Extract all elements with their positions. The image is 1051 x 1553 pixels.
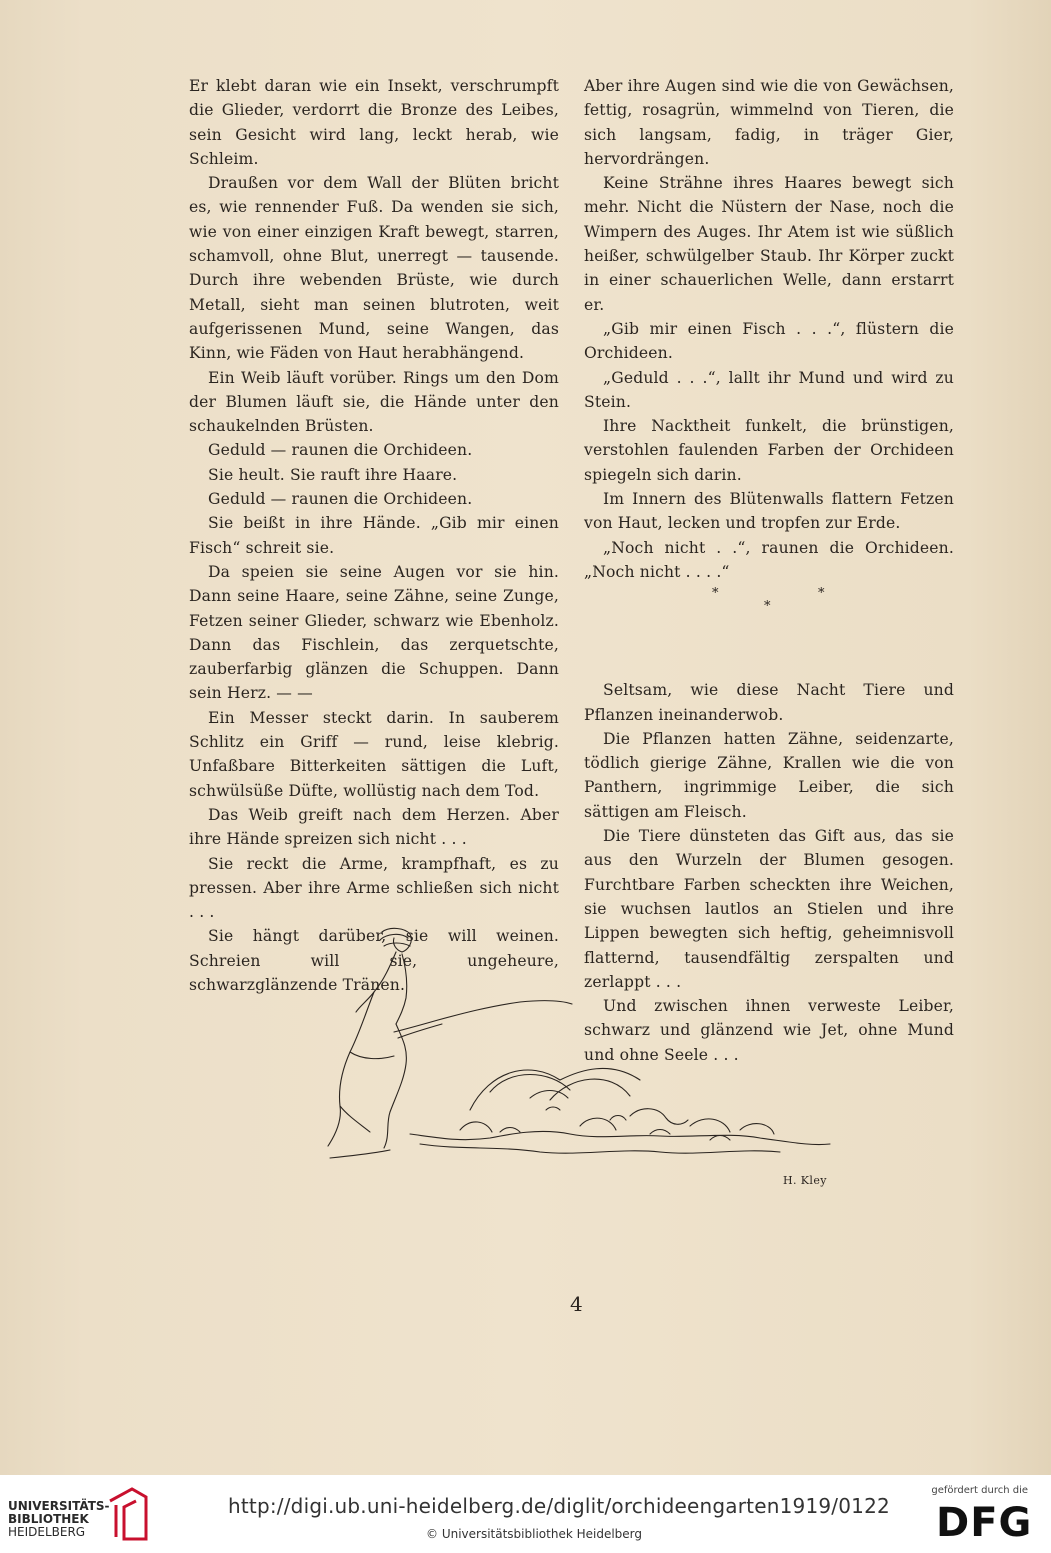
- separator-star: *: [818, 586, 825, 602]
- paragraph: Sie heult. Sie rauft ihre Haare.: [208, 465, 458, 484]
- paragraph: Sie hängt darüber, sie will weinen. Schreien will sie, ungeheure, schwarzglänzende Tränen.: [189, 927, 559, 994]
- paragraph: Er klebt daran wie ein Insekt, verschrumpft die Glieder, verdorrt die Bronze des Leibes, sein Gesicht wird lang, leckt herab, wie Schleim.: [189, 77, 559, 168]
- text-column-right: [584, 74, 954, 1067]
- separator-star: *: [712, 586, 719, 602]
- paragraph: Ihre Nacktheit funkelt, die brünstigen, verstohlen faulenden Farben der Orchideen spiegeln sich darin.: [584, 417, 954, 484]
- funder-logo-text: DFG: [936, 1500, 1033, 1546]
- dfg-logo[interactable]: [930, 1485, 1042, 1545]
- paragraph: Ein Weib läuft vorüber. Rings um den Dom der Blumen läuft sie, die Hände unter den schaukelnden Brüsten.: [189, 368, 559, 436]
- paragraph: Aber ihre Augen sind wie die von Gewächsen, fettig, rosagrün, wimmelnd von Tieren, die sich langsam, fadig, in träger Gier, hervordrängen.: [584, 77, 954, 168]
- paragraph: Geduld — raunen die Orchideen.: [208, 490, 473, 509]
- library-logo[interactable]: [8, 1487, 158, 1541]
- illustration-signature: H. Kley: [783, 1174, 827, 1187]
- paragraph: „Geduld . . .“, lallt ihr Mund und wird zu Stein.: [584, 368, 954, 411]
- permalink-url[interactable]: http://digi.ub.uni-heidelberg.de/diglit/orchideengarten1919/0122: [228, 1494, 890, 1518]
- separator-star: *: [764, 599, 771, 615]
- paragraph: Geduld — raunen die Orchideen.: [208, 441, 473, 460]
- paragraph: Ein Messer steckt darin. In sauberem Schlitz ein Griff — rund, leise klebrig. Unfaßbare Bitterkeiten sättigen die Luft, schwülsüße Düfte, wollüstig nach dem Tod.: [189, 708, 559, 800]
- library-logo-line: HEIDELBERG: [8, 1525, 86, 1539]
- page-number: 4: [570, 1292, 583, 1316]
- paragraph: Keine Strähne ihres Haares bewegt sich mehr. Nicht die Nüstern der Nase, noch die Wimpern des Auges. Ihr Atem ist wie süßlich heißer, schwülgelber Staub. Ihr Körper zuckt in einer schauerlichen Welle, dann erstarrt er.: [584, 174, 954, 314]
- paragraph: Seltsam, wie diese Nacht Tiere und Pflanzen ineinanderwob.: [584, 681, 954, 724]
- paragraph: Sie beißt in ihre Hände. „Gib mir einen Fisch“ schreit sie.: [189, 514, 559, 557]
- funder-caption: gefördert durch die: [931, 1485, 1028, 1496]
- paragraph: „Noch nicht . .“, raunen die Orchideen. „Noch nicht . . . .“: [584, 538, 954, 581]
- paragraph: Und zwischen ihnen verweste Leiber, schwarz und glänzend wie Jet, ohne Mund und ohne Seele . . .: [584, 997, 954, 1064]
- library-logo-text: [8, 1500, 110, 1539]
- paragraph: Die Tiere dünsteten das Gift aus, das sie aus den Wurzeln der Blumen gesogen. Furchtbare Farben scheckten ihre Weichen, sie wuchsen lautlos an Stielen und ihre Lippen bewegten sich heftig, geheimnisvoll flatternd, tausendfältig zerspalten und zerlappt . . .: [584, 827, 954, 991]
- right-column-top-section: [584, 74, 954, 584]
- paragraph: Sie reckt die Arme, krampfhaft, es zu pressen. Aber ihre Arme schließen sich nicht . . .: [189, 854, 559, 922]
- library-logo-line: UNIVERSITÄTS-: [8, 1499, 110, 1513]
- library-logo-line: BIBLIOTHEK: [8, 1512, 89, 1526]
- ink-illustration: [310, 920, 840, 1170]
- copyright-notice: © Universitätsbibliothek Heidelberg: [426, 1527, 643, 1541]
- paragraph: Das Weib greift nach dem Herzen. Aber ihre Hände spreizen sich nicht . . .: [189, 805, 559, 849]
- library-emblem-icon: [106, 1487, 152, 1543]
- text-column-left: [189, 74, 559, 997]
- paragraph: Die Pflanzen hatten Zähne, seidenzarte, tödlich gierige Zähne, Krallen wie die von Panthern, ingrimmige Leiber, die sich sättigen am Fleisch.: [584, 729, 954, 821]
- paragraph: Draußen vor dem Wall der Blüten bricht es, wie rennender Fuß. Da wenden sie sich, wie von einer einzigen Kraft bewegt, starren, schamvoll, ohne Blut, unerregt — tausende. Durch ihre webenden Brüste, wie durch Metall, sieht man seinen blutroten, weit aufgerissenen Mund, seine Wangen, das Kinn, wie Fäden von Haut herabhängend.: [189, 174, 559, 363]
- paragraph: „Gib mir einen Fisch . . .“, flüstern die Orchideen.: [584, 319, 954, 363]
- viewer-footer: [0, 1475, 1051, 1553]
- paragraph: Da speien sie seine Augen vor sie hin. Dann seine Haare, seine Zähne, seine Zunge, Fetzen seiner Glieder, schwarz wie Ebenholz. Dann das Fischlein, das zerquetschte, zauberfarbig glänzen die Schuppen. Dann sein Herz. — —: [189, 562, 559, 703]
- section-separator: [584, 582, 954, 630]
- paragraph: Im Innern des Blütenwalls flattern Fetzen von Haut, lecken und tropfen zur Erde.: [584, 490, 954, 533]
